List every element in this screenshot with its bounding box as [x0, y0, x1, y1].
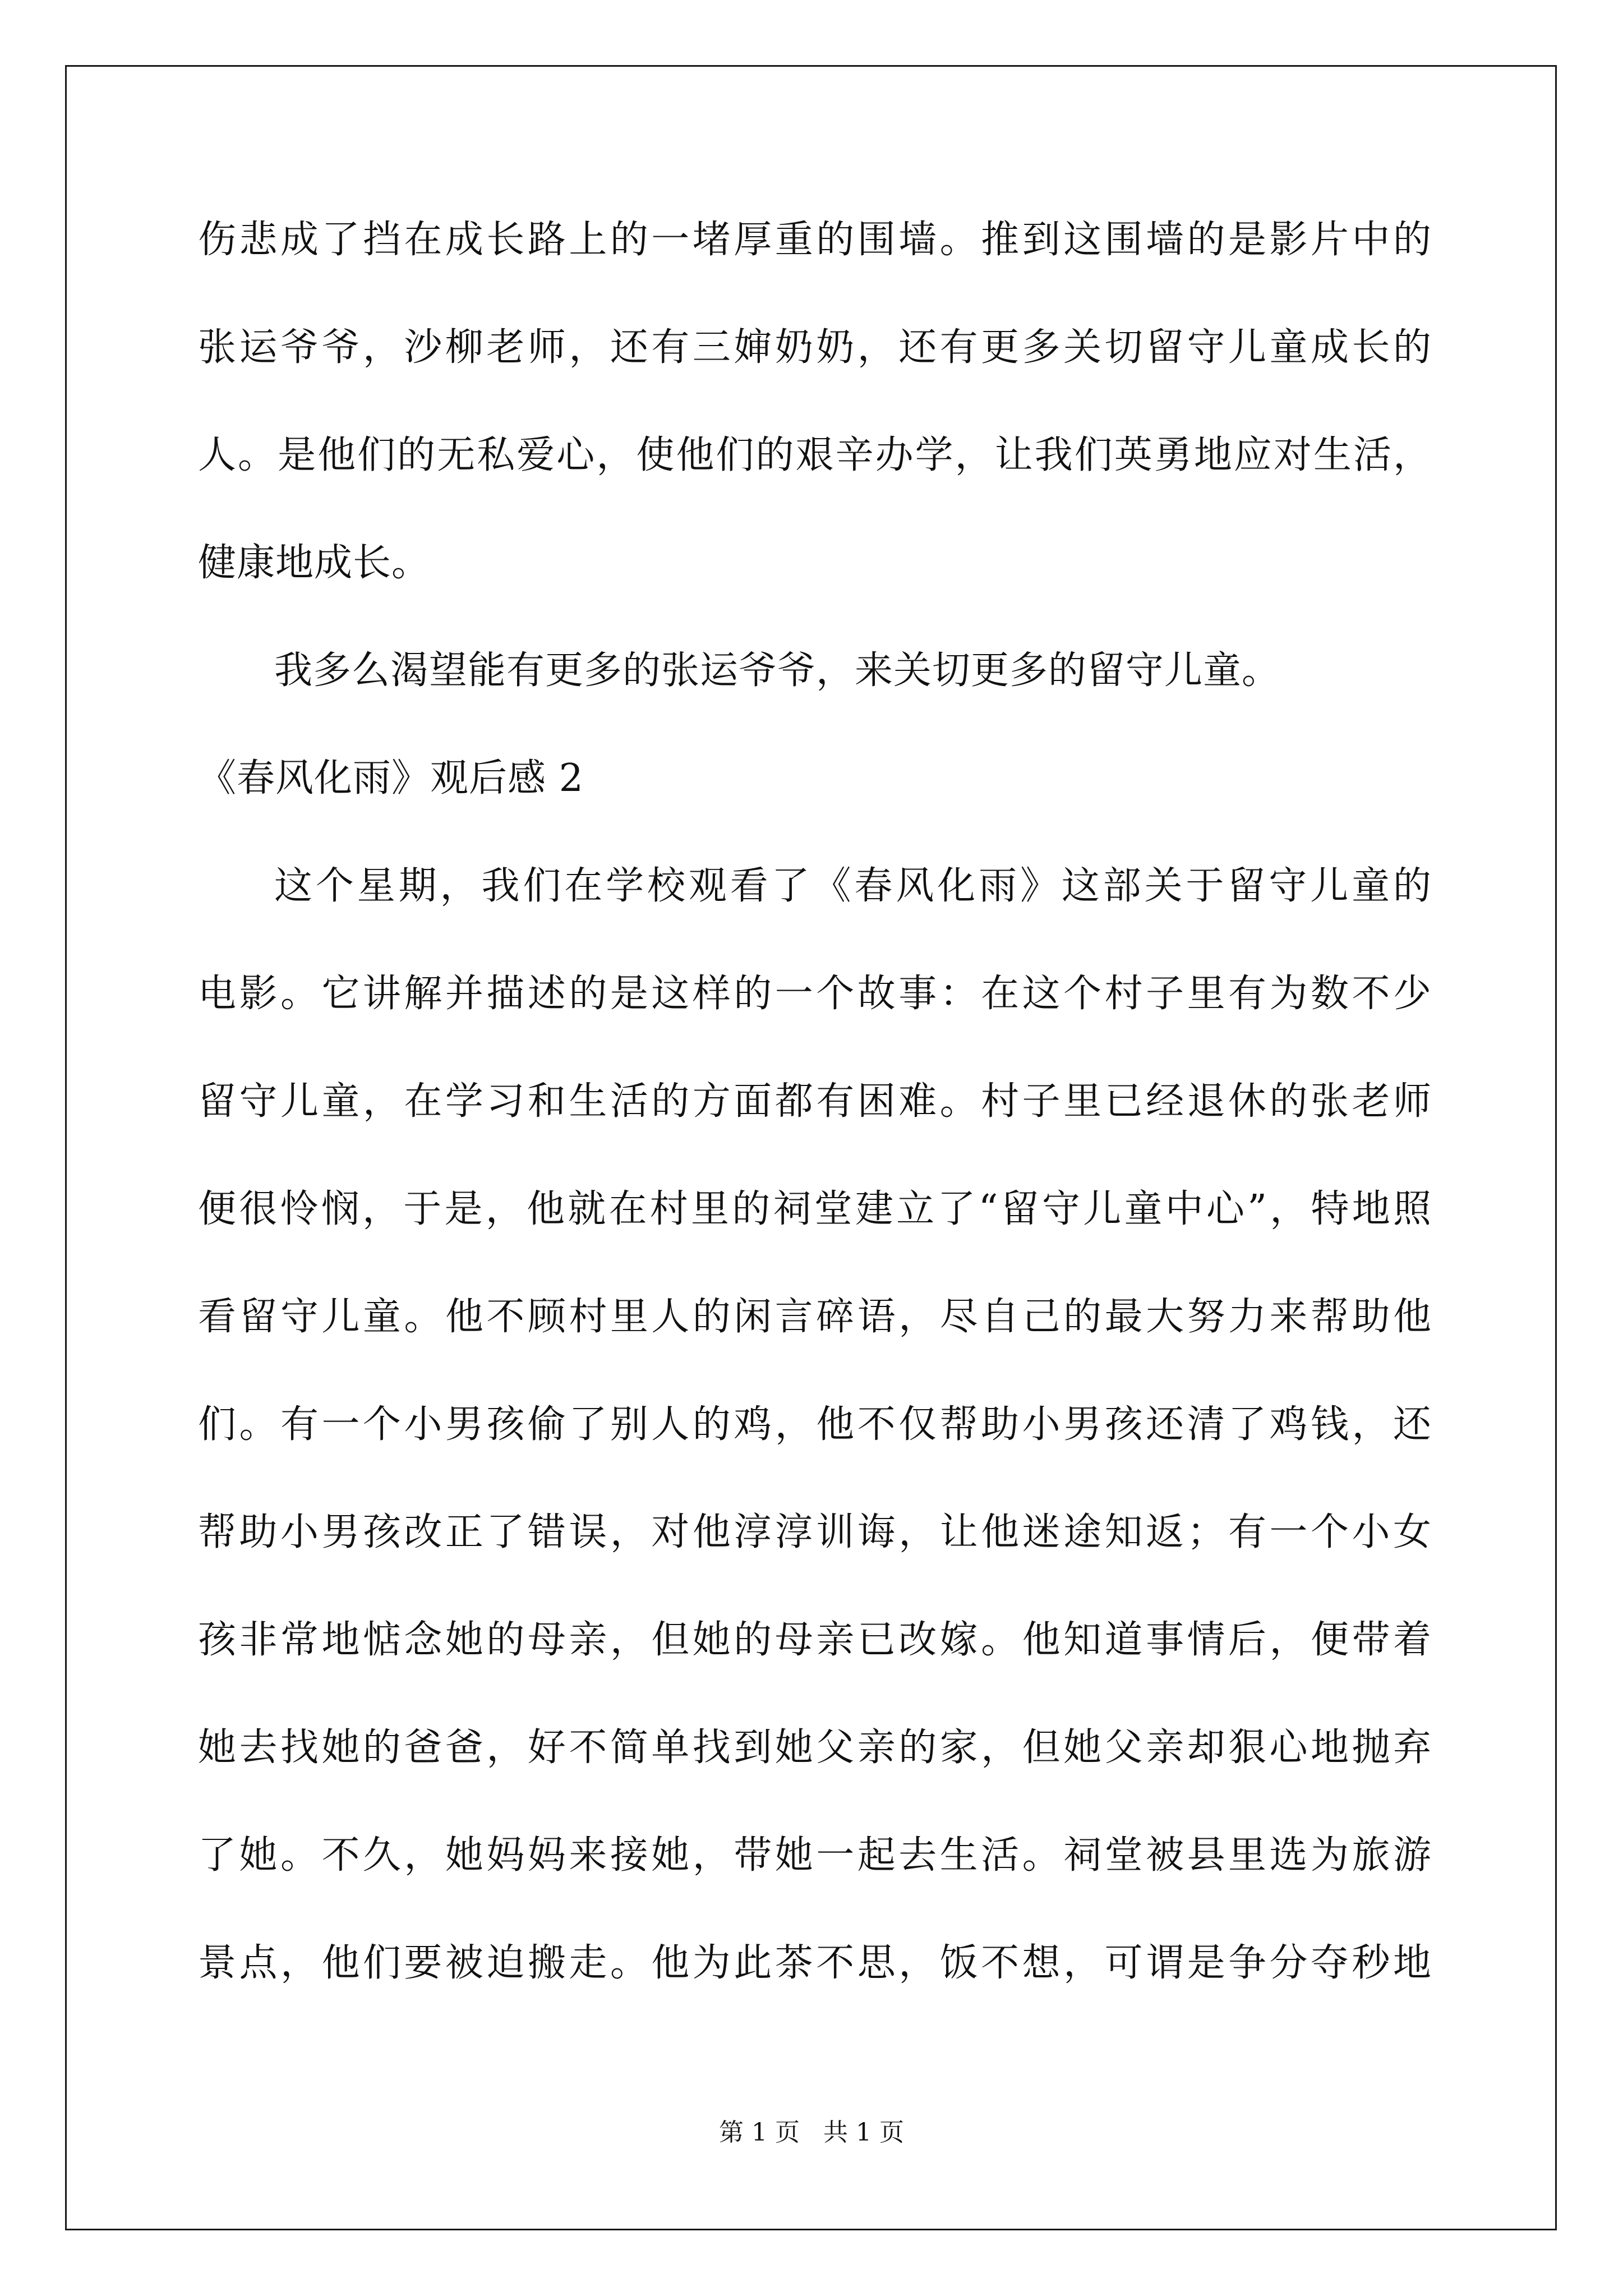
text-line: 了她。不久，她妈妈来接她，带她一起去生活。祠堂被县里选为旅游	[198, 1833, 1432, 1878]
text-line: 我多么渴望能有更多的张运爷爷，来关切更多的留守儿童。	[274, 648, 1281, 693]
section-heading: 《春风化雨》观后感 2	[198, 756, 584, 800]
text-line: 她去找她的爸爸，好不简单找到她父亲的家，但她父亲却狠心地抛弃	[198, 1726, 1432, 1770]
text-line: 帮助小男孩改正了错误，对他淳淳训诲，让他迷途知返；有一个小女	[198, 1510, 1432, 1554]
page-total: 共 1 页	[823, 2118, 904, 2147]
text-line: 景点，他们要被迫搬走。他为此茶不思，饭不想，可谓是争分夺秒地	[198, 1941, 1432, 1985]
page-border	[65, 65, 1557, 2230]
page-number: 第 1 页	[719, 2118, 800, 2147]
text-line: 孩非常地惦念她的母亲，但她的母亲已改嫁。他知道事情后，便带着	[198, 1618, 1432, 1662]
text-line: 张运爷爷，沙柳老师，还有三婶奶奶，还有更多关切留守儿童成长的	[198, 325, 1432, 370]
page-footer	[0, 2117, 1623, 2148]
text-line: 健康地成长。	[198, 541, 431, 585]
text-line: 这个星期，我们在学校观看了《春风化雨》这部关于留守儿童的	[274, 864, 1432, 908]
text-line: 伤悲成了挡在成长路上的一堵厚重的围墙。推到这围墙的是影片中的	[198, 218, 1432, 262]
text-line: 电影。它讲解并描述的是这样的一个故事：在这个村子里有为数不少	[198, 972, 1432, 1016]
text-line: 们。有一个小男孩偷了别人的鸡，他不仅帮助小男孩还清了鸡钱，还	[198, 1402, 1432, 1447]
text-line: 看留守儿童。他不顾村里人的闲言碎语，尽自己的最大努力来帮助他	[198, 1295, 1432, 1339]
text-line: 留守儿童，在学习和生活的方面都有困难。村子里已经退休的张老师	[198, 1079, 1432, 1124]
text-line: 人。是他们的无私爱心，使他们的艰辛办学，让我们英勇地应对生活，	[198, 433, 1432, 477]
text-line: 便很怜悯，于是，他就在村里的祠堂建立了“留守儿童中心”，特地照	[198, 1187, 1432, 1231]
